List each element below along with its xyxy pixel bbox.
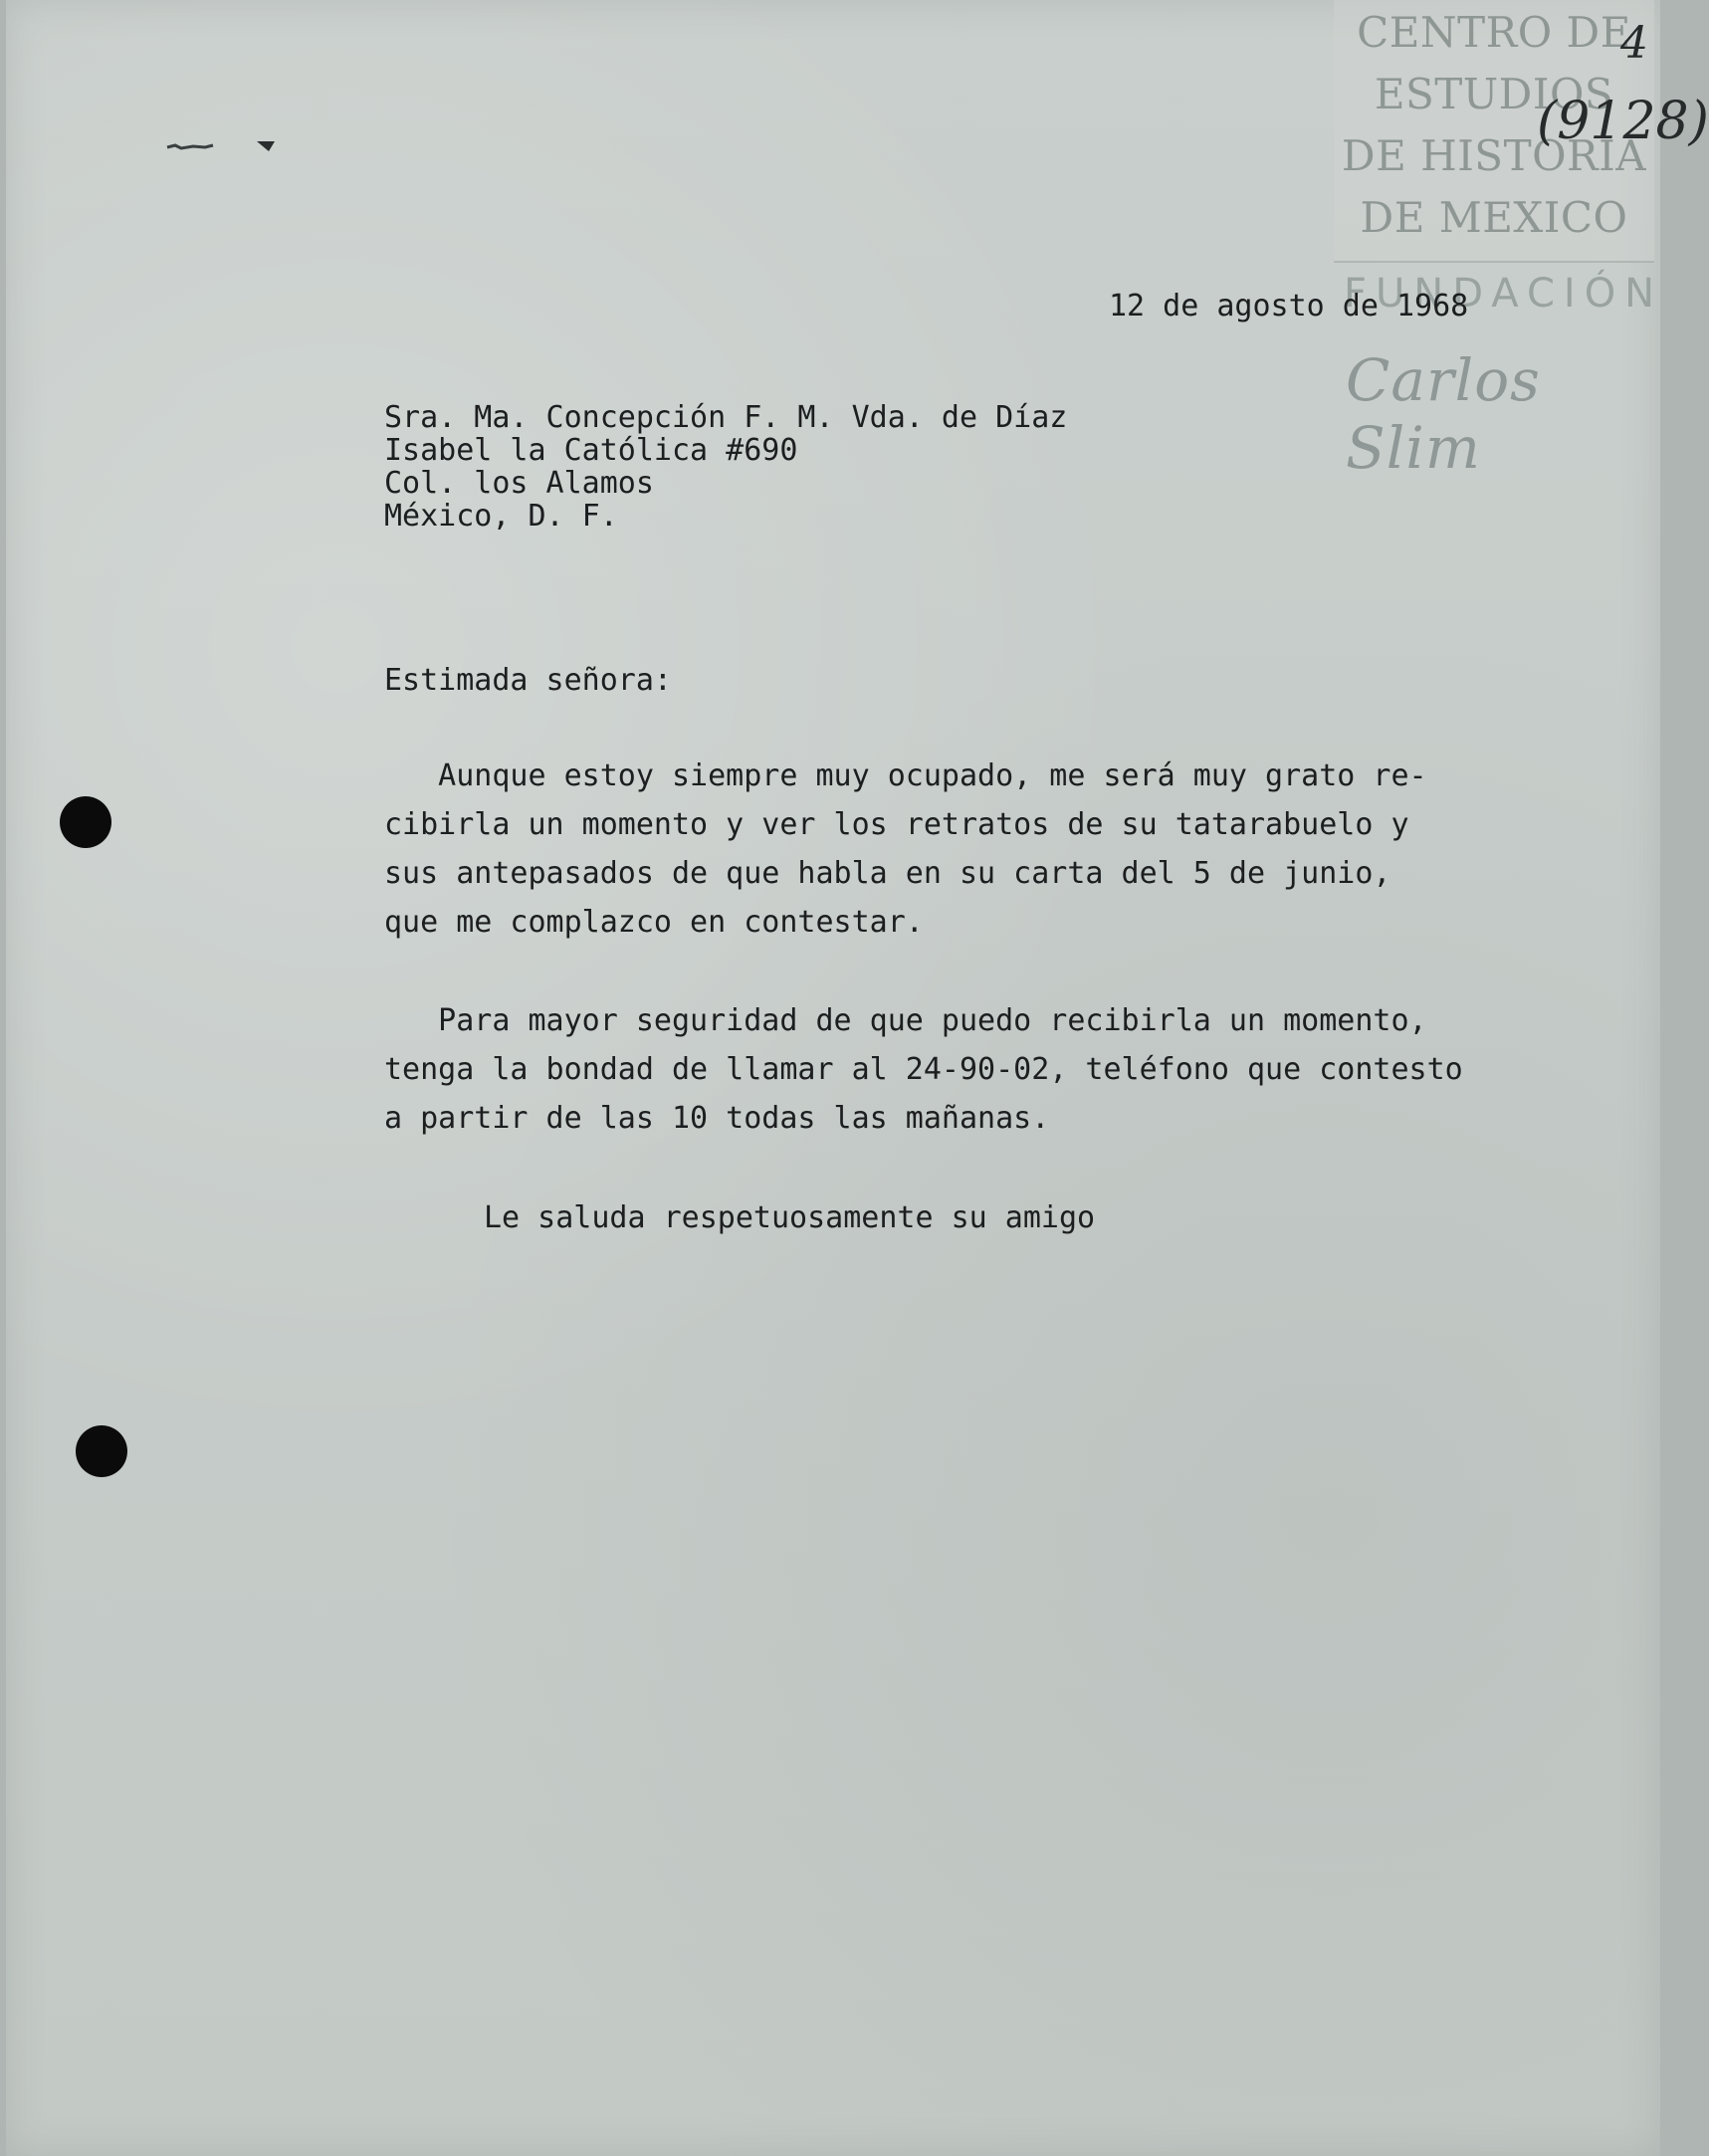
address-line: México, D. F. [384, 499, 618, 534]
stamp-line-4: DE MEXICO [1360, 193, 1628, 242]
letter-date: 12 de agosto de 1968 [1109, 289, 1469, 323]
stamp-line-1: CENTRO DE [1357, 8, 1631, 57]
paragraph-line: sus antepasados de que habla en su carta del 5 de junio, [384, 856, 1391, 891]
address-line: Col. los Alamos [384, 466, 654, 501]
closing-line: Le saluda respetuosamente su amigo [484, 1200, 1096, 1235]
punch-hole-bottom [76, 1425, 127, 1477]
paragraph-line: cibirla un momento y ver los retratos de su tatarabuelo y [384, 807, 1409, 842]
paragraph-line: que me complazco en contestar. [384, 905, 924, 940]
ink-mark [165, 139, 285, 153]
stamp-line-3: DE HISTORIA [1341, 131, 1647, 180]
handwritten-number: (9128) [1537, 92, 1709, 151]
address-line: Sra. Ma. Concepción F. M. Vda. de Díaz [384, 400, 1068, 435]
paragraph-2 [384, 1003, 1463, 1150]
salutation: Estimada señora: [384, 663, 672, 698]
paragraph-line: tenga la bondad de llamar al 24-90-02, teléfono que contesto [384, 1052, 1463, 1087]
foundation-signature: Carlos Slim [1346, 346, 1541, 482]
stamp-line-2: ESTUDIOS [1374, 70, 1614, 118]
letter-page [6, 0, 1709, 2156]
handwritten-corner-mark: 4 [1620, 18, 1648, 69]
paragraph-line: a partir de las 10 todas las mañanas. [384, 1101, 1050, 1136]
paragraph-line: Para mayor seguridad de que puedo recibirla un momento, [384, 1003, 1427, 1038]
address-line: Isabel la Católica #690 [384, 433, 798, 468]
paragraph-line: Aunque estoy siempre muy ocupado, me será muy grato re- [384, 758, 1427, 793]
paragraph-1 [384, 758, 1427, 954]
punch-hole-top [60, 796, 111, 848]
recipient-address [384, 400, 1067, 532]
foundation-label: FUNDACIÓN [1344, 271, 1664, 317]
